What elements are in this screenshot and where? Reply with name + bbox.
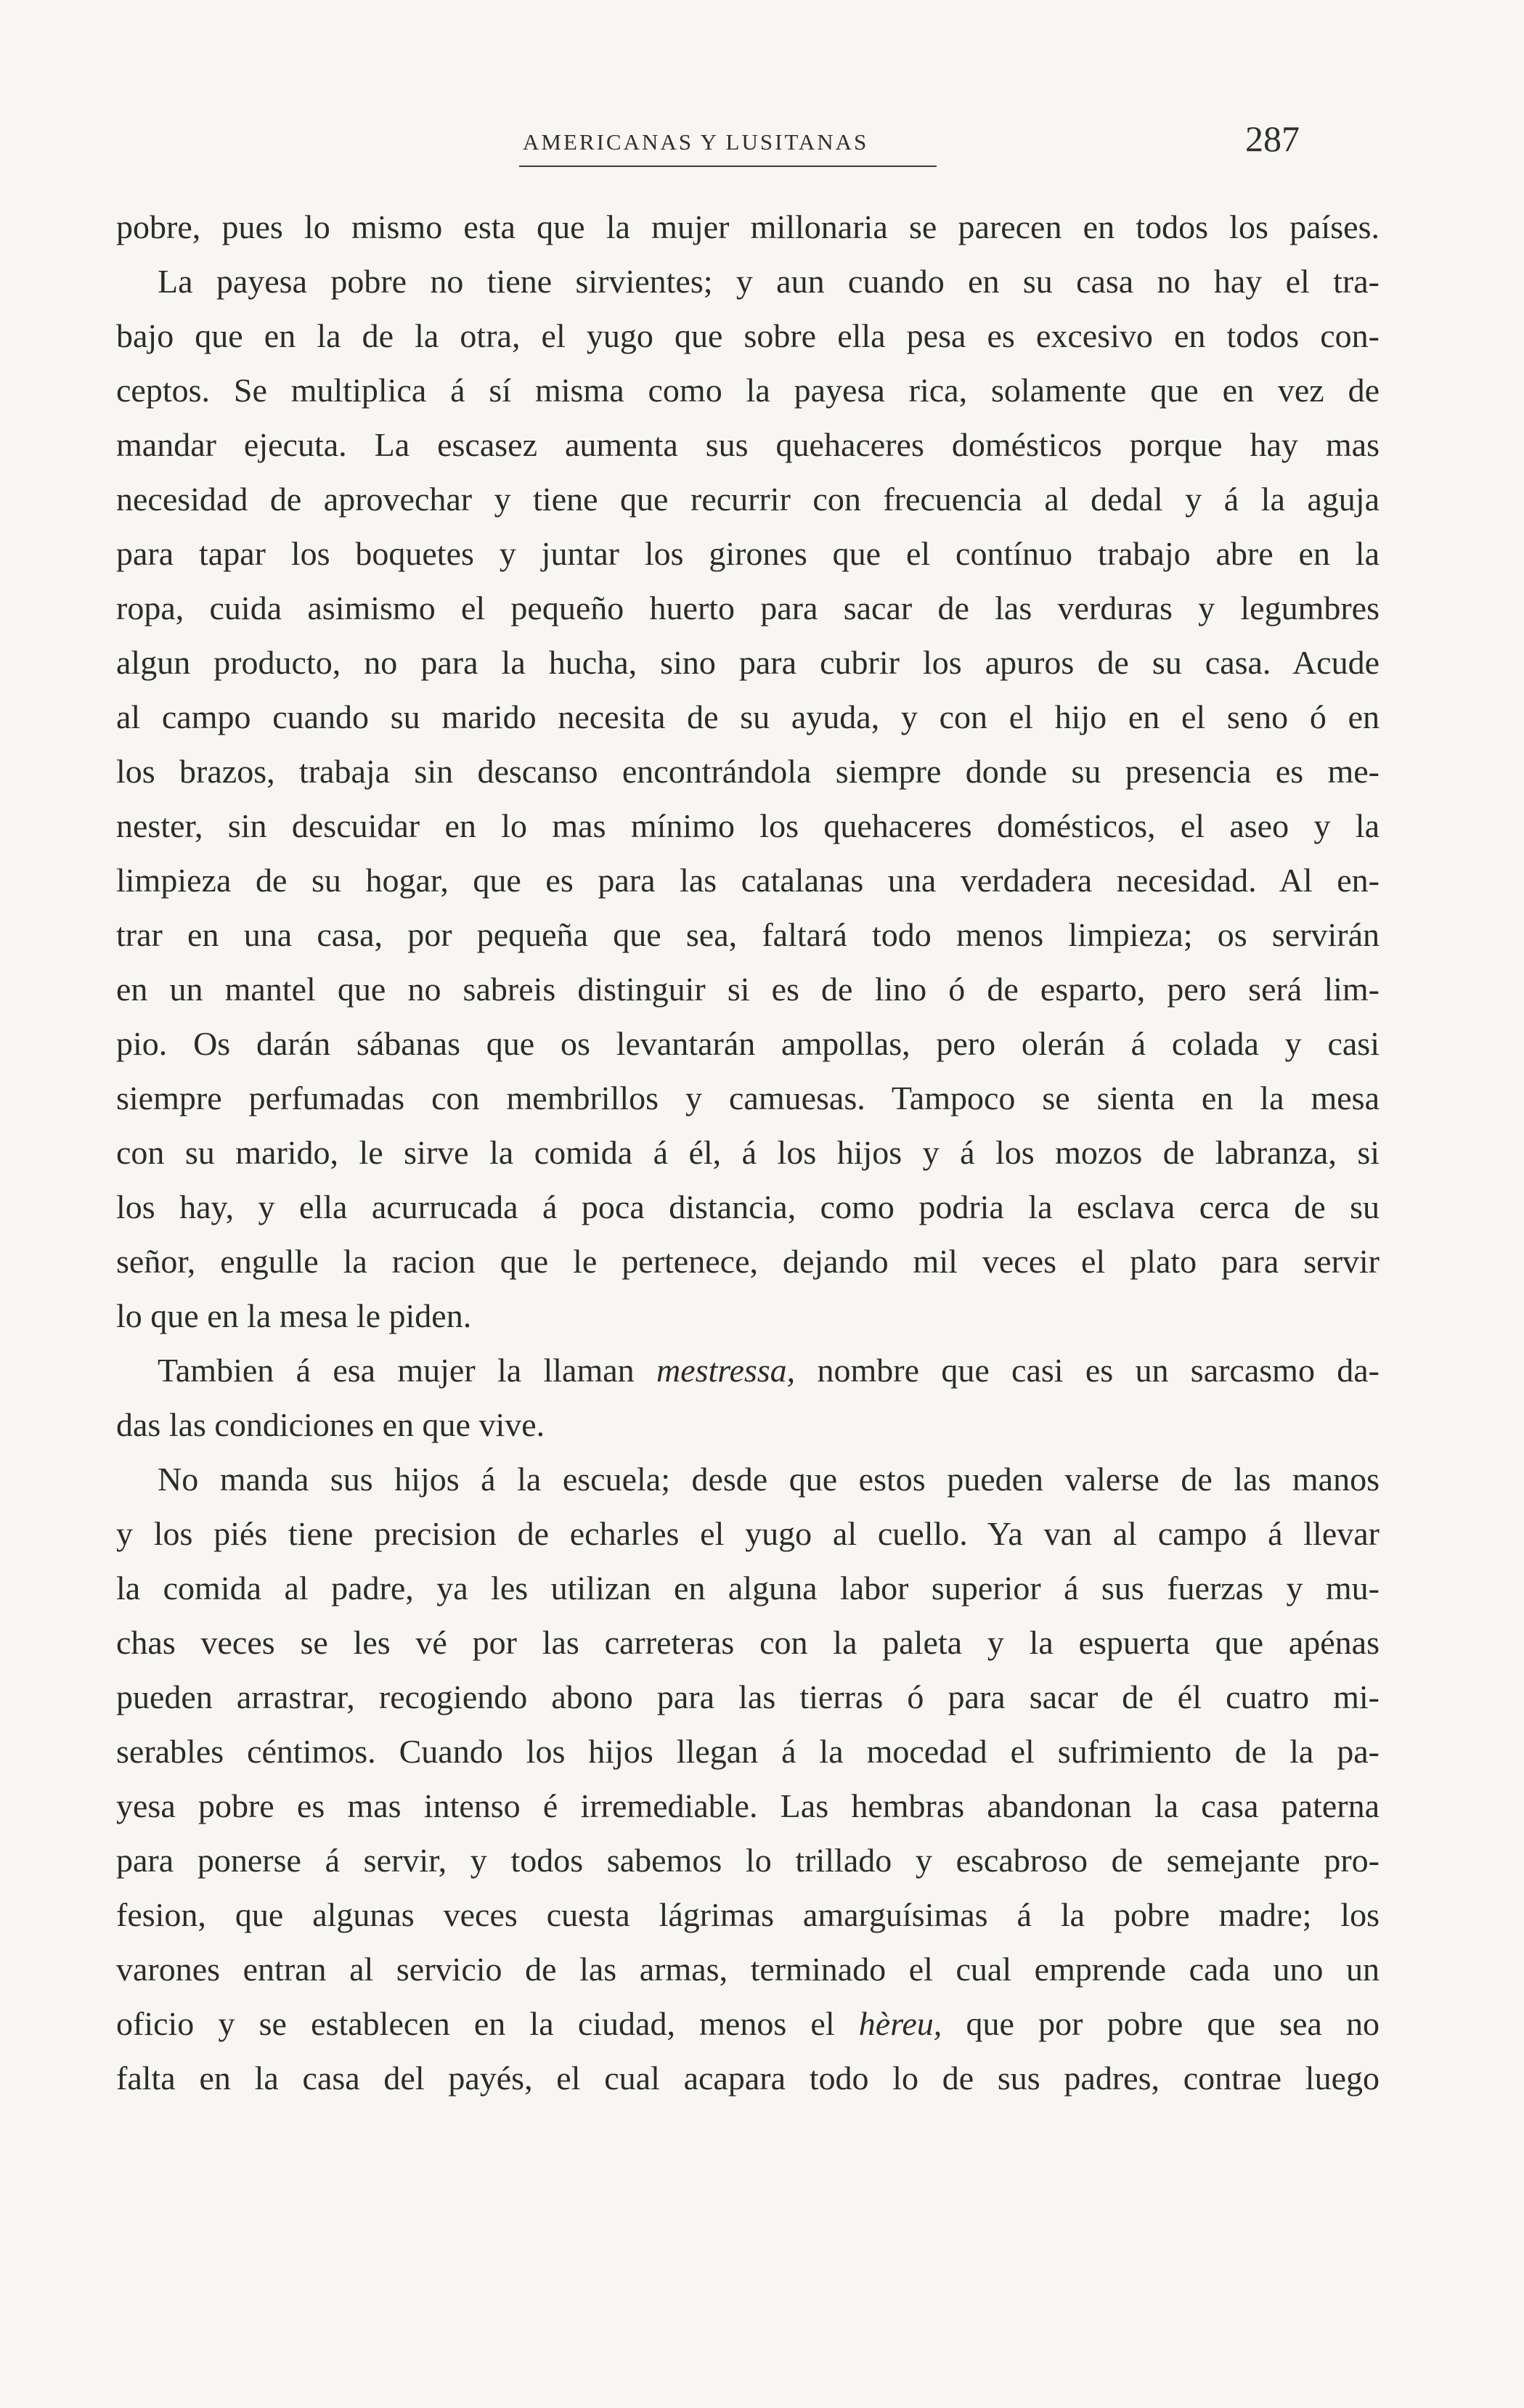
text-line: los brazos, trabaja sin descanso encontrándola siempre donde su presencia es me- <box>116 753 1380 790</box>
text-line: necesidad de aprovechar y tiene que recurrir con frecuencia al dedal y á la aguja <box>116 481 1380 518</box>
text-line: La payesa pobre no tiene sirvientes; y aun cuando en su casa no hay el tra- <box>158 263 1380 300</box>
text-line <box>116 1343 1380 1397</box>
text-line: fesion, que algunas veces cuesta lágrimas amarguísimas á la pobre madre; los <box>116 1896 1380 1933</box>
text-line: con su marido, le sirve la comida á él, á los hijos y á los mozos de labranza, si <box>116 1134 1380 1171</box>
text-line: pio. Os darán sábanas que os levantarán ampollas, pero olerán á colada y casi <box>116 1025 1380 1062</box>
text-line <box>116 1996 1380 2051</box>
text-line: lo que en la mesa le piden. <box>116 1297 472 1334</box>
text-segment: nombre que casi es un sarcasmo da- <box>795 1352 1380 1389</box>
text-line: ceptos. Se multiplica á sí misma como la payesa rica, solamente que en vez de <box>116 372 1380 409</box>
italic-term: hèreu, <box>858 2005 942 2042</box>
italic-term: mestressa, <box>656 1352 796 1389</box>
page-header <box>116 109 1307 167</box>
text-line: para ponerse á servir, y todos sabemos lo trillado y escabroso de semejante pro- <box>116 1842 1380 1879</box>
text-line: limpieza de su hogar, que es para las catalanas una verdadera necesidad. Al en- <box>116 862 1380 899</box>
text-line: algun producto, no para la hucha, sino para cubrir los apuros de su casa. Acude <box>116 644 1380 681</box>
text-line: para tapar los boquetes y juntar los girones que el contínuo trabajo abre en la <box>116 535 1380 572</box>
running-title: AMERICANAS Y LUSITANAS <box>523 129 869 155</box>
body-text <box>116 200 1380 2105</box>
header-rule <box>519 166 937 167</box>
text-line: y los piés tiene precision de echarles el yugo al cuello. Ya van al campo á llevar <box>116 1515 1380 1552</box>
text-line: mandar ejecuta. La escasez aumenta sus quehaceres domésticos porque hay mas <box>116 426 1380 463</box>
text-line: la comida al padre, ya les utilizan en alguna labor superior á sus fuerzas y mu- <box>116 1570 1380 1607</box>
text-line: siempre perfumadas con membrillos y camuesas. Tampoco se sienta en la mesa <box>116 1079 1380 1117</box>
text-line: al campo cuando su marido necesita de su ayuda, y con el hijo en el seno ó en <box>116 698 1380 735</box>
text-line: falta en la casa del payés, el cual acapara todo lo de sus padres, contrae luego <box>116 2060 1380 2097</box>
text-segment: que por pobre que sea no <box>942 2005 1380 2042</box>
text-segment: Tambien á esa mujer la llaman <box>158 1352 656 1389</box>
text-line: nester, sin descuidar en lo mas mínimo los quehaceres domésticos, el aseo y la <box>116 807 1380 844</box>
text-line: No manda sus hijos á la escuela; desde que estos pueden valerse de las manos <box>158 1461 1380 1498</box>
text-line: en un mantel que no sabreis distinguir si es de lino ó de esparto, pero será lim- <box>116 971 1380 1008</box>
text-line: los hay, y ella acurrucada á poca distancia, como podria la esclava cerca de su <box>116 1188 1380 1225</box>
text-line: bajo que en la de la otra, el yugo que sobre ella pesa es excesivo en todos con- <box>116 317 1380 354</box>
text-line: das las condiciones en que vive. <box>116 1406 545 1443</box>
text-line: pobre, pues lo mismo esta que la mujer millonaria se parecen en todos los países. <box>116 208 1380 245</box>
text-line: serables céntimos. Cuando los hijos llegan á la mocedad el sufrimiento de la pa- <box>116 1733 1380 1770</box>
text-line: yesa pobre es mas intenso é irremediable. Las hembras abandonan la casa paterna <box>116 1787 1380 1824</box>
text-line: pueden arrastrar, recogiendo abono para las tierras ó para sacar de él cuatro mi- <box>116 1678 1380 1715</box>
text-line: señor, engulle la racion que le pertenece, dejando mil veces el plato para servir <box>116 1243 1380 1280</box>
text-segment: oficio y se establecen en la ciudad, menos el <box>116 2005 859 2042</box>
text-line: varones entran al servicio de las armas, terminado el cual emprende cada uno un <box>116 1951 1380 1988</box>
text-line: ropa, cuida asimismo el pequeño huerto para sacar de las verduras y legumbres <box>116 589 1380 627</box>
page-number: 287 <box>1245 118 1300 159</box>
text-line: trar en una casa, por pequeña que sea, faltará todo menos limpieza; os servirán <box>116 916 1380 953</box>
text-line: chas veces se les vé por las carreteras con la paleta y la espuerta que apénas <box>116 1624 1380 1661</box>
